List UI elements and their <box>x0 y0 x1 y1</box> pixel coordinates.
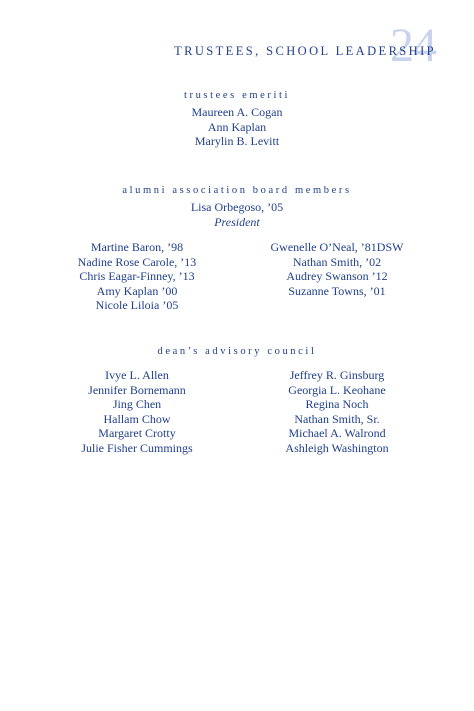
alumni-left-column <box>37 240 237 313</box>
list-item: Martine Baron, ’98 <box>90 240 184 254</box>
list-item: Suzanne Towns, ’01 <box>288 283 386 298</box>
trustees-emeriti-heading: trustees emeriti <box>183 90 291 101</box>
list-item: Ann Kaplan <box>207 119 267 134</box>
deans-right-column <box>237 368 437 456</box>
running-title: TRUSTEES, SCHOOL LEADERSHIP <box>174 44 436 58</box>
list-item: Ivye L. Allen <box>105 368 169 382</box>
list-item: Jing Chen <box>112 397 162 412</box>
president-name: Lisa Orbegoso, ’05 <box>190 200 284 214</box>
deans-council-heading: dean’s advisory council <box>157 346 317 357</box>
list-item: Margaret Crotty <box>98 426 176 441</box>
alumni-board-heading: alumni association board members <box>122 185 352 196</box>
alumni-right-column <box>237 240 437 298</box>
president-title: President <box>214 214 260 229</box>
page-number: 24 <box>390 19 436 72</box>
list-item: Julie Fisher Cummings <box>81 440 193 455</box>
alumni-president <box>0 200 474 229</box>
list-item: Audrey Swanson ’12 <box>286 269 388 284</box>
list-item: Nathan Smith, Sr. <box>294 411 380 426</box>
list-item: Ashleigh Washington <box>285 440 389 455</box>
list-item: Nadine Rose Carole, ’13 <box>77 254 197 269</box>
list-item: Regina Noch <box>305 397 369 412</box>
list-item: Marylin B. Levitt <box>194 134 280 149</box>
list-item: Michael A. Walrond <box>288 426 386 441</box>
list-item: Nicole Liloia ’05 <box>95 298 179 313</box>
list-item: Hallam Chow <box>103 411 171 426</box>
list-item: Chris Eagar-Finney, ’13 <box>79 269 195 284</box>
list-item: Jennifer Bornemann <box>88 382 186 397</box>
list-item: Jeffrey R. Ginsburg <box>289 368 385 382</box>
list-item: Nathan Smith, ’02 <box>292 254 382 269</box>
list-item: Georgia L. Keohane <box>288 382 386 397</box>
list-item: Gwenelle O’Neal, ’81DSW <box>270 240 404 254</box>
list-item: Maureen A. Cogan <box>191 105 283 119</box>
deans-left-column <box>37 368 237 456</box>
list-item: Amy Kaplan ’00 <box>96 283 178 298</box>
trustees-emeriti-list <box>0 105 474 149</box>
